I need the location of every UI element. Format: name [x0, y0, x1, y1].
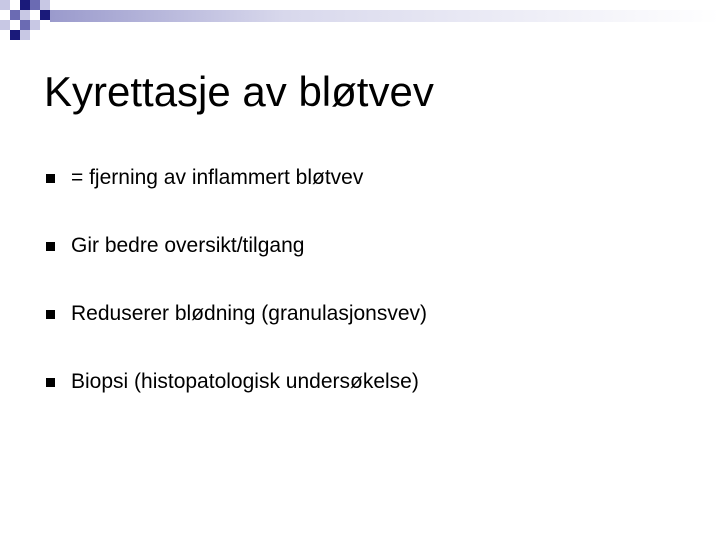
- decorative-checker-band: [0, 0, 720, 40]
- slide-title: Kyrettasje av bløtvev: [44, 68, 434, 115]
- bullet-text: Reduserer blødning (granulasjonsvev): [71, 302, 428, 325]
- bullet-item: [46, 364, 427, 400]
- square-bullet-icon: [46, 310, 55, 319]
- bullet-item: [46, 160, 427, 196]
- bullet-text: Gir bedre oversikt/tilgang: [71, 234, 305, 257]
- square-bullet-icon: [46, 174, 55, 183]
- bullet-list: [46, 160, 427, 432]
- bullet-item: [46, 296, 427, 332]
- square-bullet-icon: [46, 242, 55, 251]
- bullet-item: [46, 228, 427, 264]
- square-bullet-icon: [46, 378, 55, 387]
- bullet-text: Biopsi (histopatologisk undersøkelse): [71, 370, 419, 393]
- bullet-text: = fjerning av inflammert bløtvev: [71, 166, 364, 189]
